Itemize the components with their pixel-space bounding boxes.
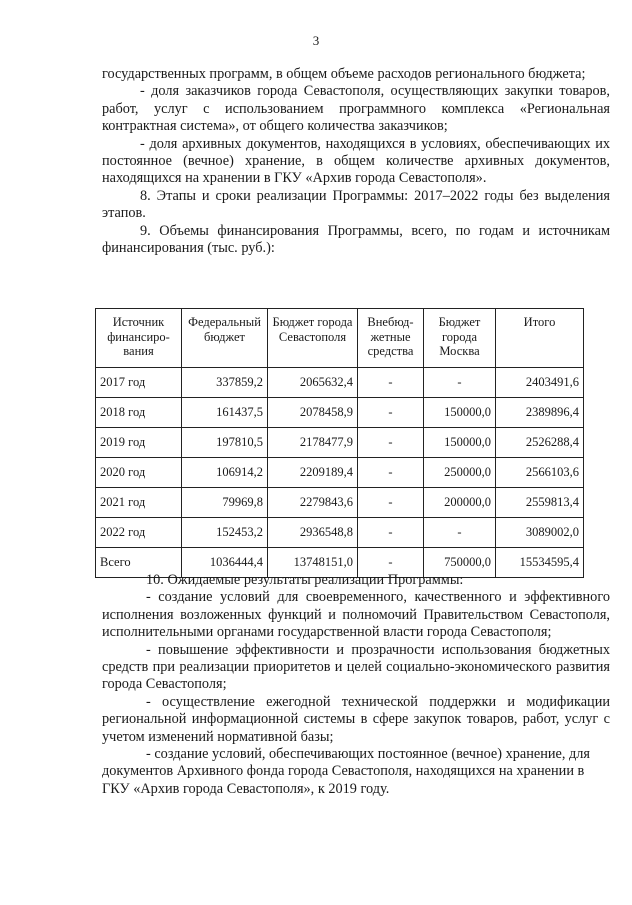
table-cell: - [424, 518, 496, 548]
paragraph: - доля архивных документов, находящихся в условиях, обеспечивающих их постоянное (вечное) хранение, в общем количестве архивных документов, находящихся на хранении в ГКУ «Архив города Севастополя». [102, 135, 610, 187]
paragraph: - осуществление ежегодной технической поддержки и модификации региональной информационной системы в сфере закупок товаров, работ, услуг с учетом изменений нормативной базы; [102, 693, 610, 745]
table-cell: - [358, 518, 424, 548]
table-cell: - [358, 488, 424, 518]
header-sevastopol: Бюджет города Севастополя [268, 309, 358, 368]
paragraph: 9. Объемы финансирования Программы, всего, по годам и источникам финансирования (тыс. руб.): [102, 222, 610, 257]
table-cell: 2065632,4 [268, 368, 358, 398]
table-cell: 2178477,9 [268, 428, 358, 458]
table-row [96, 458, 584, 488]
table-cell: 106914,2 [182, 458, 268, 488]
header-extrabudget: Внебюд-жетные средства [358, 309, 424, 368]
table-cell: 2021 год [96, 488, 182, 518]
paragraph: - повышение эффективности и прозрачности использования бюджетных средств при реализации приоритетов и целей социально-экономического развития города Севастополя; [102, 641, 610, 693]
table-cell: 750000,0 [424, 548, 496, 578]
table-cell: - [358, 398, 424, 428]
table-row [96, 428, 584, 458]
document-body-bottom [102, 572, 610, 798]
table-cell: 3089002,0 [496, 518, 584, 548]
table-cell: 2936548,8 [268, 518, 358, 548]
table-cell: - [358, 458, 424, 488]
table-cell: 2018 год [96, 398, 182, 428]
table-cell: 2559813,4 [496, 488, 584, 518]
header-total: Итого [496, 309, 584, 368]
paragraph: 8. Этапы и сроки реализации Программы: 2017–2022 годы без выделения этапов. [102, 187, 610, 222]
paragraph: государственных программ, в общем объеме расходов регионального бюджета; [102, 66, 586, 82]
header-federal: Федеральный бюджет [182, 309, 268, 368]
paragraph: - создание условий, обеспечивающих постоянное (вечное) хранение, для документов Архивного фонда города Севастополя, находящихся на хранении в ГКУ «Архив города Севастополя», к 2019 году. [102, 746, 591, 797]
table-cell: - [358, 548, 424, 578]
table-cell: 1036444,4 [182, 548, 268, 578]
document-body-top [102, 66, 610, 257]
header-moscow: Бюджет города Москва [424, 309, 496, 368]
section-heading: 10. Ожидаемые результаты реализации Программы: [146, 572, 464, 588]
table-cell: 2279843,6 [268, 488, 358, 518]
table-row [96, 368, 584, 398]
table-cell: 337859,2 [182, 368, 268, 398]
table-cell: Всего [96, 548, 182, 578]
table-row [96, 398, 584, 428]
table-cell: - [358, 368, 424, 398]
table-row [96, 488, 584, 518]
table-cell: 2020 год [96, 458, 182, 488]
table-cell: 15534595,4 [496, 548, 584, 578]
table-cell: 161437,5 [182, 398, 268, 428]
table-cell: 197810,5 [182, 428, 268, 458]
table-cell: 13748151,0 [268, 548, 358, 578]
table-cell: 2078458,9 [268, 398, 358, 428]
table-cell: 2022 год [96, 518, 182, 548]
table-cell: 2403491,6 [496, 368, 584, 398]
paragraph: - доля заказчиков города Севастополя, осуществляющих закупки товаров, работ, услуг с использованием программного комплекса «Региональная контрактная система», от общего количества заказчиков; [102, 83, 610, 135]
table-cell: 200000,0 [424, 488, 496, 518]
table-cell: 2209189,4 [268, 458, 358, 488]
table-cell: 2017 год [96, 368, 182, 398]
table-cell: - [358, 428, 424, 458]
page-number: 3 [312, 33, 320, 48]
header-source: Источник финансиро-вания [96, 309, 182, 368]
table-cell: 150000,0 [424, 398, 496, 428]
table-cell: 2526288,4 [496, 428, 584, 458]
table-row [96, 518, 584, 548]
table-cell: 152453,2 [182, 518, 268, 548]
table-header-row [96, 309, 584, 368]
table-cell: 2566103,6 [496, 458, 584, 488]
table-cell: 250000,0 [424, 458, 496, 488]
paragraph: - создание условий для своевременного, качественного и эффективного исполнения возложенных функций и полномочий Правительством Севастополя, исполнительными органами государственной власти города Севастополя; [102, 589, 610, 641]
table-cell: - [424, 368, 496, 398]
table-cell: 2019 год [96, 428, 182, 458]
table-cell: 150000,0 [424, 428, 496, 458]
table-cell: 79969,8 [182, 488, 268, 518]
financing-table [95, 308, 584, 578]
table-cell: 2389896,4 [496, 398, 584, 428]
